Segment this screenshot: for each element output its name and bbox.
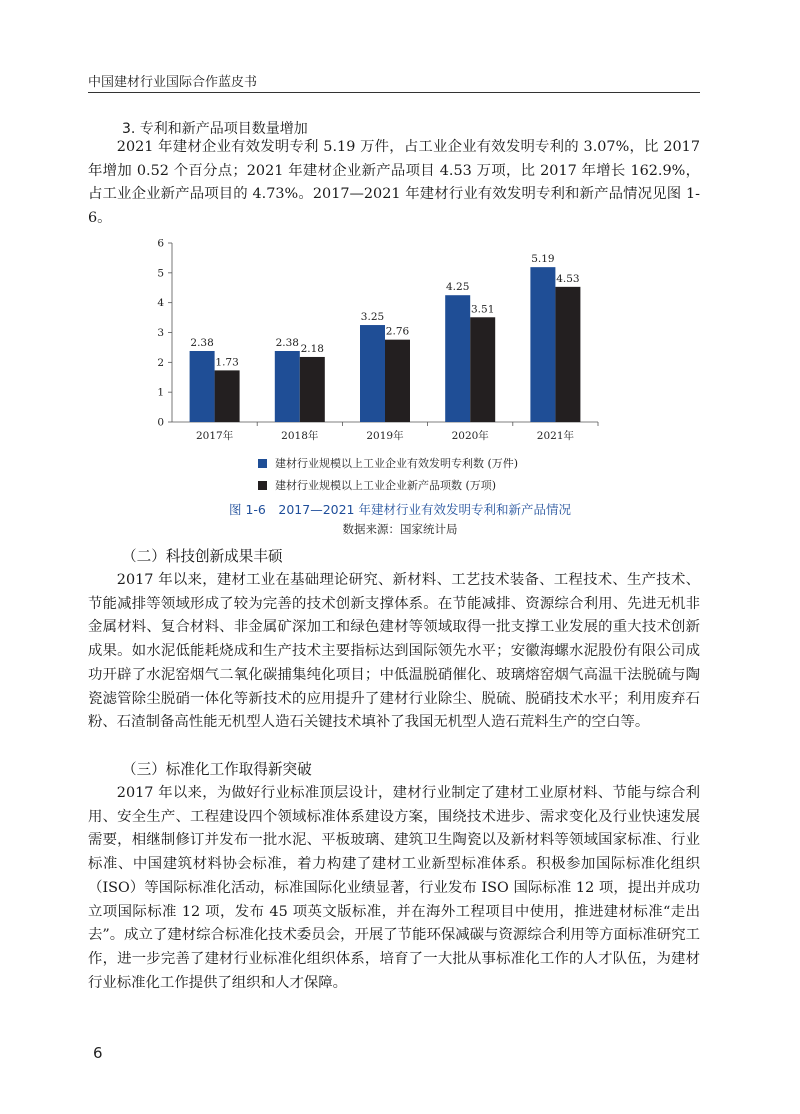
- y-tick-label: 0: [157, 416, 164, 429]
- bar-new-products: [300, 357, 325, 422]
- x-tick-label: 2019年: [366, 430, 404, 442]
- legend-item-products: [258, 474, 518, 496]
- section-heading-standards: （三）标准化工作取得新突破: [122, 761, 312, 778]
- bar-patents: [190, 351, 215, 422]
- y-tick-label: 3: [157, 327, 164, 339]
- legend-label-products: 建材行业规模以上工业企业新产品项数 (万项): [275, 479, 497, 492]
- legend-swatch-products: [258, 481, 267, 490]
- chart-legend: [258, 452, 518, 496]
- running-header: 中国建材行业国际合作蓝皮书: [88, 75, 258, 90]
- data-label-new-products: 1.73: [215, 356, 239, 369]
- data-label-new-products: 2.18: [300, 342, 324, 355]
- section-heading-innovation: （二）科技创新成果丰硕: [122, 548, 283, 565]
- bar-patents: [530, 267, 555, 422]
- page-number: 6: [93, 1044, 103, 1062]
- bar-new-products: [215, 370, 240, 422]
- legend-label-patents: 建材行业规模以上工业企业有效发明专利数 (万件): [275, 457, 519, 470]
- bar-patents: [360, 325, 385, 422]
- paragraph-standards: 2017 年以来，为做好行业标准顶层设计，建材行业制定了建材工业原材料、节能与综合利用、安全生产、工程建设四个领域标准体系建设方案，围绕技术进步、需求变化及行业快速发展需要，相继制修订并发布一批水泥、平板玻璃、建筑卫生陶瓷以及新材料等领域国家标准、行业标准、中国建筑材料协会标准，着力构建了建材工业新型标准体系。积极参加国际标准化组织（ISO）等国际标准化活动，标准国际化业绩显著，行业发布 ISO 国际标准 12 项，提出并成功立项国际标准 12 项，发布 45 项英文版标准，并在海外工程项目中使用，推进建材标准“走出去”。成立了建材综合标准化技术委员会，开展了节能环保减碳与资源综合利用等方面标准研究工作，进一步完善了建材行业标准化组织体系，培育了一大批从事标准化工作的人才队伍，为建材行业标准化工作提供了组织和人才保障。: [88, 785, 700, 991]
- data-label-patents: 4.25: [446, 281, 470, 294]
- figure-source: 数据来源：国家统计局: [342, 522, 458, 536]
- bar-new-products: [385, 340, 410, 422]
- figure-caption: 图 1-6 2017—2021 年建材行业有效发明专利和新产品情况: [229, 502, 571, 517]
- data-label-patents: 2.38: [190, 336, 214, 349]
- bar-new-products: [470, 317, 495, 422]
- data-label-patents: 3.25: [360, 311, 385, 324]
- bar-patents: [275, 351, 300, 422]
- header-divider: [88, 92, 700, 93]
- y-tick-label: 4: [157, 297, 164, 310]
- section-heading-patents: 3. 专利和新产品项目数量增加: [122, 121, 308, 137]
- x-tick-label: 2018年: [281, 430, 319, 442]
- data-label-patents: 5.19: [531, 253, 555, 266]
- data-label-new-products: 2.76: [385, 325, 410, 338]
- y-tick-label: 2: [157, 356, 164, 369]
- legend-item-patents: [258, 452, 518, 474]
- y-tick-label: 5: [157, 267, 164, 280]
- x-tick-label: 2020年: [451, 430, 489, 442]
- data-label-new-products: 3.51: [471, 303, 495, 316]
- bar-chart: [140, 232, 610, 446]
- legend-swatch-patents: [258, 459, 267, 468]
- data-label-new-products: 4.53: [556, 272, 580, 285]
- x-tick-label: 2021年: [536, 430, 575, 442]
- paragraph-innovation: 2017 年以来，建材工业在基础理论研究、新材料、工艺技术装备、工程技术、生产技术、节能减排等领域形成了较为完善的技术创新支撑体系。在节能减排、资源综合利用、先进无机非金属材料、复合材料、非金属矿深加工和绿色建材等领域取得一批支撑工业发展的重大技术创新成果。如水泥低能耗烧成和生产技术主要指标达到国际领先水平；安徽海螺水泥股份有限公司成功开辟了水泥窑烟气二氧化碳捕集纯化项目；中低温脱硝催化、玻璃熔窑烟气高温干法脱硫与陶瓷滤管除尘脱硝一体化等新技术的应用提升了建材行业除尘、脱硫、脱硝技术水平；利用废弃石粉、石渣制备高性能无机型人造石关键技术填补了我国无机型人造石荒料生产的空白等。: [88, 572, 700, 731]
- data-label-patents: 2.38: [275, 336, 299, 349]
- bar-patents: [445, 295, 470, 422]
- x-tick-label: 2017年: [195, 430, 234, 442]
- bar-new-products: [555, 287, 580, 422]
- paragraph-patents: 2021 年建材企业有效发明专利 5.19 万件，占工业企业有效发明专利的 3.07%，比 2017 年增加 0.52 个百分点；2021 年建材企业新产品项目 4.53 万项，比 2017 年增长 162.9%，占工业企业新产品项目的 4.73%。2017—2021 年建材行业有效发明专利和新产品情况见图 1-6。: [88, 139, 700, 227]
- y-tick-label: 6: [157, 237, 164, 250]
- y-tick-label: 1: [157, 386, 164, 399]
